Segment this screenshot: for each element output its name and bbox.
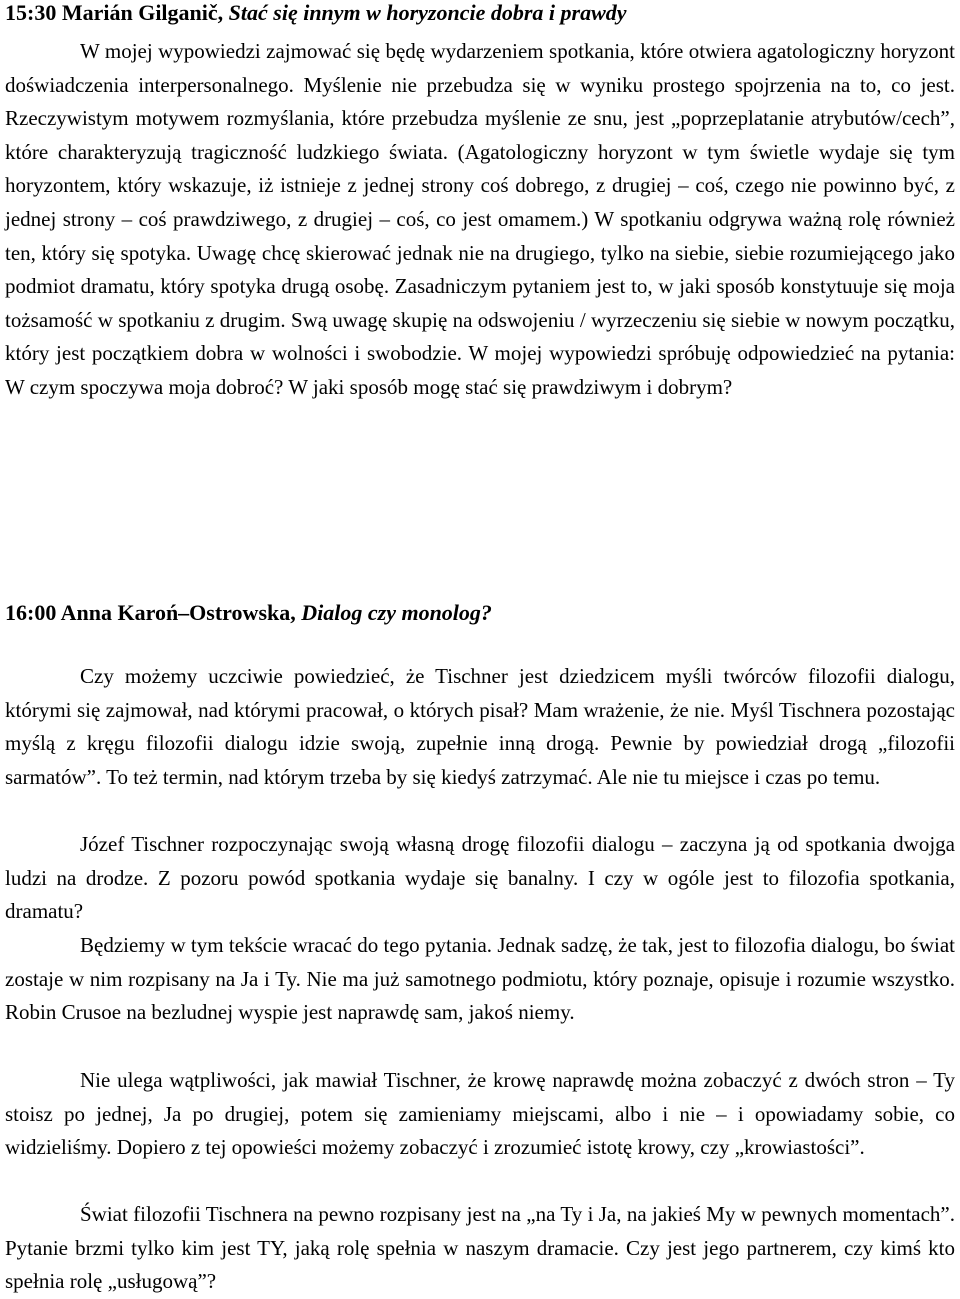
section-heading-gilganic — [5, 0, 627, 26]
abstract-paragraph: Będziemy w tym tekście wracać do tego pytania. Jednak sadzę, że tak, jest to filozofia dialogu, bo świat zostaje w nim rozpisany na Ja i Ty. Nie ma już samotnego podmiotu, który poznaje, opisuje i rozumie wszystko. Robin Crusoe na bezludnej wyspie jest naprawdę sam, jakoś niemy. — [5, 933, 955, 1025]
heading-talk-title: Stać się innym w horyzoncie dobra i prawdy — [228, 0, 627, 25]
abstract-paragraph: Świat filozofii Tischnera na pewno rozpisany jest na „na Ty i Ja, na jakieś My w pewnych momentach”. Pytanie brzmi tylko kim jest TY, jaką rolę spełnia w naszym dramacie. Czy jest jego partnerem, czy kimś kto spełnia rolę „usługową”? — [5, 1202, 955, 1294]
heading-time-author: 15:30 Marián Gilganič, — [5, 0, 224, 25]
abstract-paragraph: Józef Tischner rozpoczynając swoją własną drogę filozofii dialogu – zaczyna ją od spotkania dwojga ludzi na drodze. Z pozoru powód spotkania wydaje się banalny. I czy w ogóle jest to filozofia spotkania, dramatu? — [5, 832, 955, 924]
heading-talk-title: Dialog czy monolog? — [301, 600, 492, 625]
heading-time-author: 16:00 Anna Karoń–Ostrowska, — [5, 600, 296, 625]
abstract-paragraph: Nie ulega wątpliwości, jak mawiał Tischner, że krowę naprawdę można zobaczyć z dwóch stron – Ty stoisz po jednej, Ja po drugiej, potem się zamieniamy miejscami, albo i nie – i opowiadamy sobie, co widzieliśmy. Dopiero z tej opowieści możemy zobaczyć i zrozumieć istotę krowy, czy „krowiastości”. — [5, 1068, 955, 1160]
abstract-paragraph: Czy możemy uczciwie powiedzieć, że Tischner jest dziedzicem myśli twórców filozofii dialogu, którymi się zajmował, nad którymi pracował, o których pisał? Mam wrażenie, że nie. Myśl Tischnera pozostając myślą z kręgu filozofii dialogu idzie swoją, zupełnie inną drogą. Pewnie by powiedział drogą „filozofii sarmatów”. To też termin, nad którym trzeba by się kiedyś zatrzymać. Ale nie tu miejsce i czas po temu. — [5, 664, 955, 789]
section-heading-karon-ostrowska — [5, 600, 492, 626]
abstract-paragraph: W mojej wypowiedzi zajmować się będę wydarzeniem spotkania, które otwiera agatologiczny horyzont doświadczenia interpersonalnego. Myślenie nie przebudza się w wyniku prostego spojrzenia na to, co jest. Rzeczywistym motywem rozmyślania, które przebudza myślenie ze snu, jest „poprzeplatanie atrybutów/cech”, które charakteryzują tragiczność ludzkiego świata. (Agatologiczny horyzont w tym świetle wydaje się tym horyzontem, który wskazuje, iż istnieje z jednej strony coś dobrego, z drugiej – coś, czego nie powinno być, z jednej strony – coś prawdziwego, z drugiej – coś, co jest omamem.) W spotkaniu odgrywa ważną rolę również ten, który się spotyka. Uwagę chcę skierować jednak nie na drugiego, tylko na siebie, siebie rozumiejącego jako podmiot dramatu, który spotyka drugą osobę. Zasadniczym pytaniem jest to, w jaki sposób konstytuuje się moja tożsamość w spotkaniu z drugim. Swą uwagę skupię na odswojeniu / wyrzeczeniu się siebie w nowym początku, który jest początkiem dobra w wolności i swobodzie. W mojej wypowiedzi spróbuję odpowiedzieć na pytania: W czym spoczywa moja dobroć? W jaki sposób mogę stać się prawdziwym i dobrym? — [5, 39, 955, 399]
